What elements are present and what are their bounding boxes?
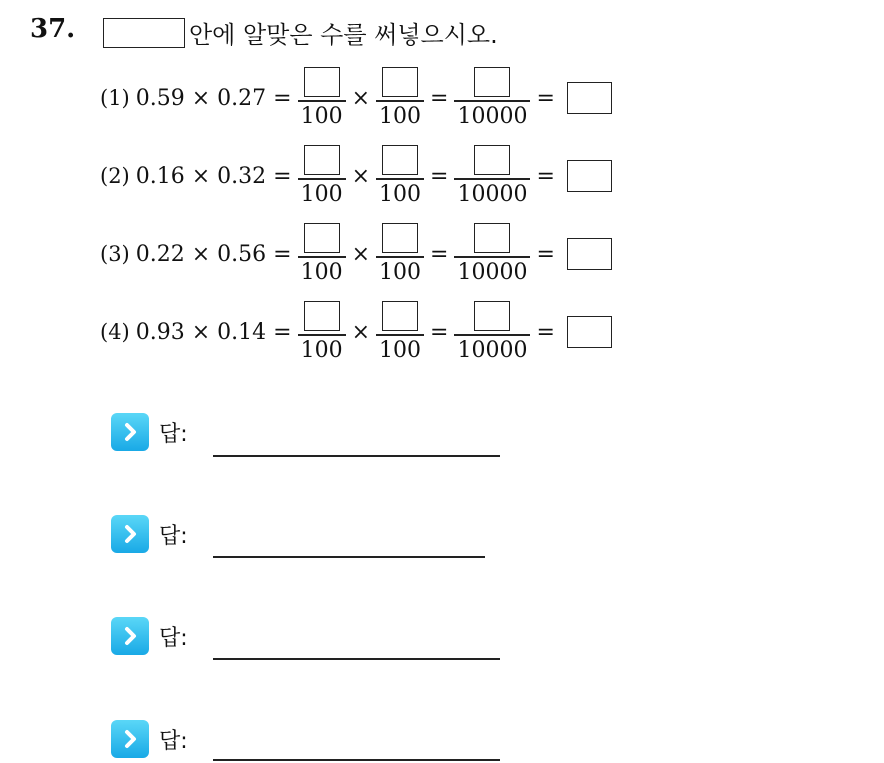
fraction-bar: [376, 334, 424, 336]
answer-row-4: [111, 720, 188, 758]
fraction-bar: [454, 178, 530, 180]
fraction-bar: [454, 334, 530, 336]
answer-line[interactable]: [213, 759, 500, 761]
problem-3: [100, 220, 612, 288]
equals-symbol: =: [430, 319, 449, 345]
problem-expression: 0.22 × 0.56 =: [135, 241, 292, 267]
fraction-1: [298, 67, 346, 129]
numerator-input-box[interactable]: [382, 301, 418, 331]
times-symbol: ×: [351, 85, 371, 111]
instruction-text: 안에 알맞은 수를 써넣으시오.: [189, 21, 498, 49]
denominator: 100: [300, 181, 343, 207]
answer-label: 답:: [159, 625, 188, 651]
numerator-input-box[interactable]: [382, 223, 418, 253]
times-symbol: ×: [351, 163, 371, 189]
problem-expression: 0.16 × 0.32 =: [135, 163, 292, 189]
denominator: 100: [379, 259, 422, 285]
denominator: 10000: [457, 181, 528, 207]
problem-expression: 0.59 × 0.27 =: [135, 85, 292, 111]
problem-expression: 0.93 × 0.14 =: [135, 319, 292, 345]
numerator-input-box[interactable]: [304, 145, 340, 175]
chevron-right-icon: [111, 413, 149, 451]
fraction-3: [454, 301, 530, 363]
fraction-bar: [376, 100, 424, 102]
answer-row-2: [111, 515, 188, 553]
chevron-right-icon: [111, 617, 149, 655]
fraction-bar: [376, 178, 424, 180]
numerator-input-box[interactable]: [304, 67, 340, 97]
equals-symbol: =: [536, 319, 555, 345]
denominator: 10000: [457, 103, 528, 129]
equals-symbol: =: [536, 163, 555, 189]
answer-label: 답:: [159, 421, 188, 447]
fraction-bar: [298, 256, 346, 258]
problem-2: [100, 142, 612, 210]
fraction-bar: [298, 334, 346, 336]
times-symbol: ×: [351, 319, 371, 345]
numerator-input-box[interactable]: [474, 301, 510, 331]
fraction-bar: [454, 256, 530, 258]
problem-label: (2): [100, 164, 130, 188]
fraction-1: [298, 223, 346, 285]
answer-row-1: [111, 413, 188, 451]
equals-symbol: =: [536, 85, 555, 111]
fraction-3: [454, 145, 530, 207]
fraction-2: [376, 301, 424, 363]
numerator-input-box[interactable]: [474, 67, 510, 97]
answer-row-3: [111, 617, 188, 655]
fraction-1: [298, 145, 346, 207]
answer-line[interactable]: [213, 556, 485, 558]
denominator: 10000: [457, 259, 528, 285]
problem-label: (1): [100, 86, 130, 110]
blank-box-example: [103, 18, 185, 48]
numerator-input-box[interactable]: [474, 223, 510, 253]
fraction-bar: [298, 178, 346, 180]
fraction-bar: [376, 256, 424, 258]
numerator-input-box[interactable]: [304, 223, 340, 253]
result-input-box[interactable]: [567, 82, 612, 114]
problem-label: (4): [100, 320, 130, 344]
answer-label: 답:: [159, 523, 188, 549]
chevron-right-icon: [111, 515, 149, 553]
numerator-input-box[interactable]: [304, 301, 340, 331]
result-input-box[interactable]: [567, 160, 612, 192]
denominator: 100: [300, 337, 343, 363]
answer-line[interactable]: [213, 455, 500, 457]
answer-line[interactable]: [213, 658, 500, 660]
problem-4: [100, 298, 612, 366]
denominator: 10000: [457, 337, 528, 363]
chevron-right-icon: [111, 720, 149, 758]
times-symbol: ×: [351, 241, 371, 267]
fraction-2: [376, 67, 424, 129]
fraction-2: [376, 145, 424, 207]
instruction: [103, 15, 498, 50]
result-input-box[interactable]: [567, 238, 612, 270]
result-input-box[interactable]: [567, 316, 612, 348]
equals-symbol: =: [536, 241, 555, 267]
numerator-input-box[interactable]: [382, 145, 418, 175]
denominator: 100: [300, 259, 343, 285]
fraction-bar: [298, 100, 346, 102]
fraction-1: [298, 301, 346, 363]
denominator: 100: [379, 337, 422, 363]
denominator: 100: [300, 103, 343, 129]
numerator-input-box[interactable]: [382, 67, 418, 97]
fraction-3: [454, 223, 530, 285]
fraction-bar: [454, 100, 530, 102]
equals-symbol: =: [430, 163, 449, 189]
problem-1: [100, 64, 612, 132]
denominator: 100: [379, 181, 422, 207]
question-number: 37.: [30, 14, 76, 44]
problem-label: (3): [100, 242, 130, 266]
answer-label: 답:: [159, 728, 188, 754]
denominator: 100: [379, 103, 422, 129]
fraction-2: [376, 223, 424, 285]
fraction-3: [454, 67, 530, 129]
numerator-input-box[interactable]: [474, 145, 510, 175]
equals-symbol: =: [430, 85, 449, 111]
equals-symbol: =: [430, 241, 449, 267]
